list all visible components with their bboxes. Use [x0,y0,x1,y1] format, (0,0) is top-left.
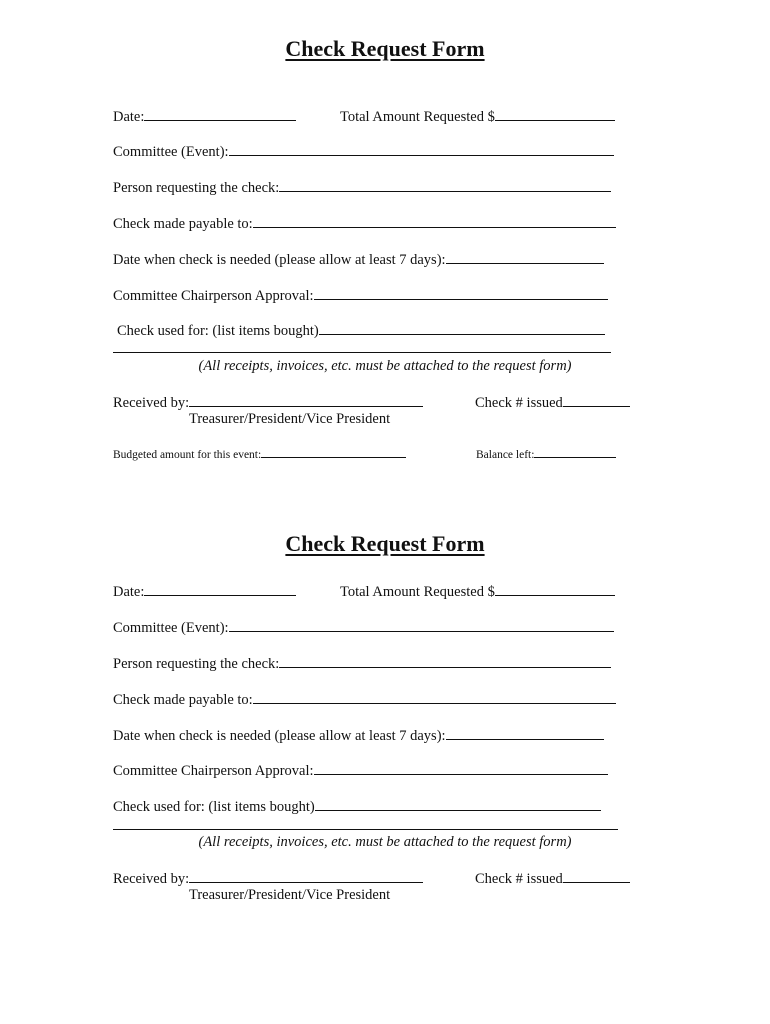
person-row [113,654,611,673]
budgeted-label: Budgeted amount for this event: [113,449,262,461]
total-amount-row [340,582,615,601]
approval-row [113,286,608,305]
budgeted-field[interactable] [261,446,406,458]
received-label: Received by: [113,871,190,887]
used-for-continuation-line[interactable] [113,829,618,830]
person-row [113,178,611,197]
total-amount-label: Total Amount Requested $ [340,109,495,125]
total-amount-field[interactable] [495,582,615,596]
balance-row [476,446,616,464]
date-needed-row [113,250,604,269]
check-issued-row [475,393,630,412]
check-issued-label: Check # issued [475,395,563,411]
form-title: Check Request Form [285,36,485,61]
total-amount-row [340,107,615,126]
received-sub-label: Treasurer/President/Vice President [189,411,391,427]
date-label: Date: [113,109,145,125]
received-sub-label: Treasurer/President/Vice President [189,887,391,903]
received-field[interactable] [189,869,423,883]
received-label: Received by: [113,395,190,411]
payable-row [113,214,616,233]
used-for-label: Check used for: (list items bought) [113,799,315,815]
payable-field[interactable] [253,690,616,704]
date-field[interactable] [144,582,296,596]
total-amount-field[interactable] [495,107,615,121]
approval-field[interactable] [314,761,608,775]
committee-row [113,618,614,637]
date-needed-label: Date when check is needed (please allow at least 7 days): [113,728,446,744]
person-label: Person requesting the check: [113,180,280,196]
date-row [113,107,296,126]
person-field[interactable] [279,654,611,668]
check-issued-field[interactable] [563,393,630,407]
used-for-row [113,797,601,816]
date-label: Date: [113,584,145,600]
approval-label: Committee Chairperson Approval: [113,288,314,304]
receipts-note: (All receipts, invoices, etc. must be attached to the request form) [198,358,572,374]
date-needed-field[interactable] [446,726,604,740]
date-needed-label: Date when check is needed (please allow at least 7 days): [113,252,446,268]
approval-label: Committee Chairperson Approval: [113,763,314,779]
used-for-row [117,321,605,340]
form-title: Check Request Form [285,531,485,556]
committee-label: Committee (Event): [113,144,229,160]
committee-field[interactable] [229,618,614,632]
committee-label: Committee (Event): [113,620,229,636]
used-for-field[interactable] [315,797,601,811]
payable-label: Check made payable to: [113,692,253,708]
date-needed-field[interactable] [446,250,604,264]
check-issued-field[interactable] [563,869,630,883]
person-label: Person requesting the check: [113,656,280,672]
person-field[interactable] [279,178,611,192]
date-row [113,582,296,601]
used-for-label: Check used for: (list items bought) [117,323,319,339]
approval-field[interactable] [314,286,608,300]
approval-row [113,761,608,780]
balance-label: Balance left: [476,449,535,461]
check-issued-row [475,869,630,888]
budgeted-row [113,446,406,464]
used-for-continuation-line[interactable] [113,352,611,353]
date-field[interactable] [144,107,296,121]
date-needed-row [113,726,604,745]
committee-field[interactable] [229,142,614,156]
used-for-field[interactable] [319,321,605,335]
payable-label: Check made payable to: [113,216,253,232]
receipts-note: (All receipts, invoices, etc. must be attached to the request form) [198,834,572,850]
balance-field[interactable] [534,446,616,458]
received-field[interactable] [189,393,423,407]
payable-row [113,690,616,709]
committee-row [113,142,614,161]
check-issued-label: Check # issued [475,871,563,887]
payable-field[interactable] [253,214,616,228]
total-amount-label: Total Amount Requested $ [340,584,495,600]
